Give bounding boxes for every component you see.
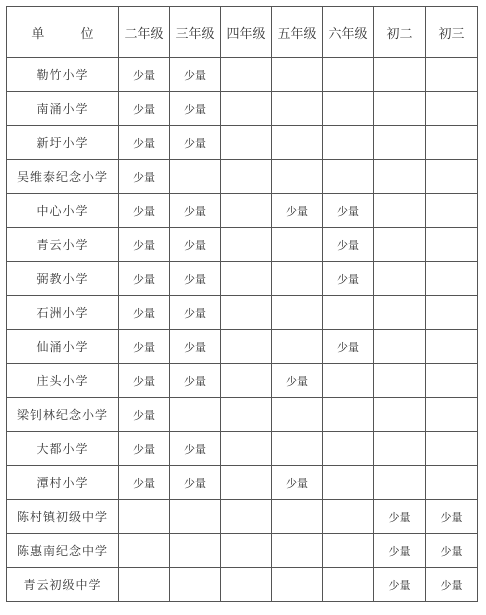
quantity-cell (426, 262, 478, 296)
quantity-cell: 少量 (119, 160, 170, 194)
quantity-cell (221, 500, 272, 534)
quantity-cell (323, 58, 374, 92)
quantity-cell: 少量 (170, 228, 221, 262)
quantity-cell (374, 126, 426, 160)
quantity-cell (272, 330, 323, 364)
header-grade-4: 四年级 (221, 7, 272, 58)
quantity-cell: 少量 (272, 364, 323, 398)
quantity-cell (426, 58, 478, 92)
quantity-cell: 少量 (170, 466, 221, 500)
table-row (7, 92, 478, 126)
table-row (7, 432, 478, 466)
allocation-table-container (6, 6, 478, 602)
quantity-cell (221, 262, 272, 296)
quantity-cell (426, 398, 478, 432)
quantity-cell (272, 160, 323, 194)
quantity-cell (323, 92, 374, 126)
quantity-cell: 少量 (272, 194, 323, 228)
quantity-cell (170, 534, 221, 568)
table-row (7, 228, 478, 262)
quantity-cell (374, 92, 426, 126)
quantity-cell (374, 432, 426, 466)
quantity-cell: 少量 (170, 330, 221, 364)
quantity-cell: 少量 (170, 296, 221, 330)
quantity-cell: 少量 (119, 330, 170, 364)
quantity-cell (170, 500, 221, 534)
quantity-cell (426, 194, 478, 228)
quantity-cell (221, 466, 272, 500)
header-grade-3: 三年级 (170, 7, 221, 58)
quantity-cell: 少量 (170, 262, 221, 296)
quantity-cell (426, 432, 478, 466)
quantity-cell (323, 466, 374, 500)
quantity-cell (426, 466, 478, 500)
quantity-cell: 少量 (323, 228, 374, 262)
quantity-cell (170, 160, 221, 194)
quantity-cell (272, 228, 323, 262)
table-row (7, 160, 478, 194)
quantity-cell (374, 58, 426, 92)
school-name-cell: 仙涌小学 (7, 330, 119, 364)
quantity-cell (374, 398, 426, 432)
quantity-cell (374, 194, 426, 228)
quantity-cell (272, 126, 323, 160)
quantity-cell: 少量 (323, 330, 374, 364)
quantity-cell: 少量 (170, 58, 221, 92)
quantity-cell (272, 398, 323, 432)
quantity-cell (323, 534, 374, 568)
school-name-cell: 青云初级中学 (7, 568, 119, 602)
school-name-cell: 潭村小学 (7, 466, 119, 500)
table-row (7, 330, 478, 364)
quantity-cell (374, 262, 426, 296)
header-row (7, 7, 478, 58)
quantity-cell (272, 500, 323, 534)
quantity-cell (221, 126, 272, 160)
school-name-cell: 大都小学 (7, 432, 119, 466)
quantity-cell (170, 398, 221, 432)
quantity-cell (374, 160, 426, 194)
quantity-cell: 少量 (119, 432, 170, 466)
table-row (7, 534, 478, 568)
quantity-cell (323, 500, 374, 534)
school-name-cell: 青云小学 (7, 228, 119, 262)
table-row (7, 126, 478, 160)
quantity-cell (323, 568, 374, 602)
table-row (7, 296, 478, 330)
quantity-cell: 少量 (119, 126, 170, 160)
quantity-cell (272, 92, 323, 126)
header-grade-2: 二年级 (119, 7, 170, 58)
quantity-cell: 少量 (170, 432, 221, 466)
quantity-cell: 少量 (426, 500, 478, 534)
quantity-cell (426, 126, 478, 160)
quantity-cell: 少量 (323, 262, 374, 296)
quantity-cell (119, 534, 170, 568)
quantity-cell: 少量 (119, 262, 170, 296)
quantity-cell (221, 398, 272, 432)
quantity-cell: 少量 (374, 568, 426, 602)
quantity-cell: 少量 (119, 296, 170, 330)
quantity-cell: 少量 (426, 534, 478, 568)
quantity-cell (170, 568, 221, 602)
school-name-cell: 石洲小学 (7, 296, 119, 330)
quantity-cell (323, 126, 374, 160)
school-name-cell: 勒竹小学 (7, 58, 119, 92)
quantity-cell (374, 296, 426, 330)
quantity-cell: 少量 (119, 228, 170, 262)
quantity-cell: 少量 (374, 534, 426, 568)
quantity-cell (374, 228, 426, 262)
quantity-cell (221, 534, 272, 568)
allocation-table (6, 6, 478, 602)
quantity-cell (323, 398, 374, 432)
quantity-cell: 少量 (272, 466, 323, 500)
quantity-cell (426, 364, 478, 398)
quantity-cell (221, 160, 272, 194)
school-name-cell: 陈村镇初级中学 (7, 500, 119, 534)
quantity-cell: 少量 (170, 364, 221, 398)
quantity-cell (426, 228, 478, 262)
quantity-cell (221, 194, 272, 228)
table-row (7, 58, 478, 92)
table-row (7, 500, 478, 534)
school-name-cell: 吴维泰纪念小学 (7, 160, 119, 194)
quantity-cell: 少量 (323, 194, 374, 228)
quantity-cell (426, 330, 478, 364)
school-name-cell: 庄头小学 (7, 364, 119, 398)
quantity-cell (221, 364, 272, 398)
quantity-cell (119, 568, 170, 602)
quantity-cell (272, 262, 323, 296)
quantity-cell (221, 296, 272, 330)
table-row (7, 364, 478, 398)
quantity-cell: 少量 (119, 92, 170, 126)
quantity-cell (221, 92, 272, 126)
quantity-cell (374, 364, 426, 398)
school-name-cell: 南涌小学 (7, 92, 119, 126)
header-junior-3: 初三 (426, 7, 478, 58)
quantity-cell: 少量 (119, 466, 170, 500)
school-name-cell: 中心小学 (7, 194, 119, 228)
quantity-cell (221, 58, 272, 92)
quantity-cell (323, 364, 374, 398)
school-name-cell: 弼教小学 (7, 262, 119, 296)
table-body (7, 58, 478, 602)
quantity-cell (272, 534, 323, 568)
table-row (7, 194, 478, 228)
header-junior-2: 初二 (374, 7, 426, 58)
quantity-cell (221, 228, 272, 262)
school-name-cell: 陈惠南纪念中学 (7, 534, 119, 568)
table-row (7, 466, 478, 500)
quantity-cell (323, 296, 374, 330)
school-name-cell: 梁钊林纪念小学 (7, 398, 119, 432)
quantity-cell (374, 466, 426, 500)
quantity-cell (323, 160, 374, 194)
quantity-cell (119, 500, 170, 534)
quantity-cell (426, 160, 478, 194)
table-row (7, 568, 478, 602)
quantity-cell: 少量 (119, 58, 170, 92)
school-name-cell: 新圩小学 (7, 126, 119, 160)
quantity-cell: 少量 (119, 194, 170, 228)
quantity-cell: 少量 (170, 92, 221, 126)
quantity-cell (221, 330, 272, 364)
quantity-cell: 少量 (426, 568, 478, 602)
quantity-cell: 少量 (170, 126, 221, 160)
quantity-cell (426, 296, 478, 330)
header-unit: 单 位 (7, 7, 119, 58)
header-grade-5: 五年级 (272, 7, 323, 58)
table-row (7, 262, 478, 296)
quantity-cell (221, 568, 272, 602)
quantity-cell: 少量 (374, 500, 426, 534)
quantity-cell (272, 296, 323, 330)
quantity-cell (272, 568, 323, 602)
quantity-cell (426, 92, 478, 126)
quantity-cell: 少量 (119, 364, 170, 398)
quantity-cell: 少量 (119, 398, 170, 432)
quantity-cell (272, 58, 323, 92)
quantity-cell (374, 330, 426, 364)
table-row (7, 398, 478, 432)
quantity-cell (323, 432, 374, 466)
header-grade-6: 六年级 (323, 7, 374, 58)
quantity-cell (272, 432, 323, 466)
quantity-cell (221, 432, 272, 466)
quantity-cell: 少量 (170, 194, 221, 228)
